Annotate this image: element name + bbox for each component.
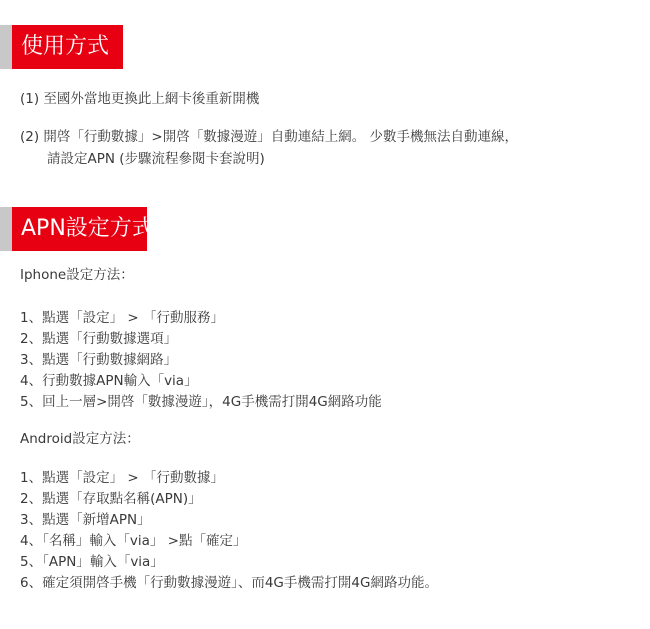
iphone-step: 4、行動數據APN輸入「via」 bbox=[20, 373, 198, 389]
apn-section-title: APN設定方式 bbox=[12, 207, 147, 251]
usage-step-2-line-1: (2) 開啓「行動數據」>開啓「數據漫遊」自動連結上網。 少數手機無法自動連線， bbox=[20, 129, 519, 145]
usage-section-header bbox=[0, 25, 123, 69]
android-step: 4、「名稱」輸入「via」 >點「確定」 bbox=[20, 533, 247, 549]
android-step: 1、點選「設定」 > 「行動數據」 bbox=[20, 470, 224, 486]
android-step: 2、點選「存取點名稱(APN)」 bbox=[20, 491, 202, 507]
usage-step-2-line-2: 請設定APN (步驟流程參閱卡套說明) bbox=[47, 151, 265, 167]
android-step: 6、確定須開啓手機「行動數據漫遊」、而4G手機需打開4G網路功能。 bbox=[20, 575, 438, 591]
iphone-step: 1、點選「設定」 > 「行動服務」 bbox=[20, 310, 224, 326]
apn-section-header bbox=[0, 207, 154, 251]
usage-step-1: (1) 至國外當地更換此上網卡後重新開機 bbox=[20, 91, 260, 107]
usage-section-title: 使用方式 bbox=[12, 25, 123, 69]
iphone-step: 5、回上一層>開啓「數據漫遊」，4G手機需打開4G網路功能 bbox=[20, 394, 382, 410]
header-accent-stripe bbox=[0, 207, 12, 251]
iphone-heading: Iphone設定方法： bbox=[20, 267, 134, 283]
iphone-step: 3、點選「行動數據網路」 bbox=[20, 352, 178, 368]
android-heading: Android設定方法： bbox=[20, 431, 140, 447]
android-step: 5、「APN」輸入「via」 bbox=[20, 554, 164, 570]
android-step: 3、點選「新增APN」 bbox=[20, 512, 151, 528]
header-accent-stripe bbox=[0, 25, 12, 69]
iphone-step: 2、點選「行動數據選項」 bbox=[20, 331, 178, 347]
